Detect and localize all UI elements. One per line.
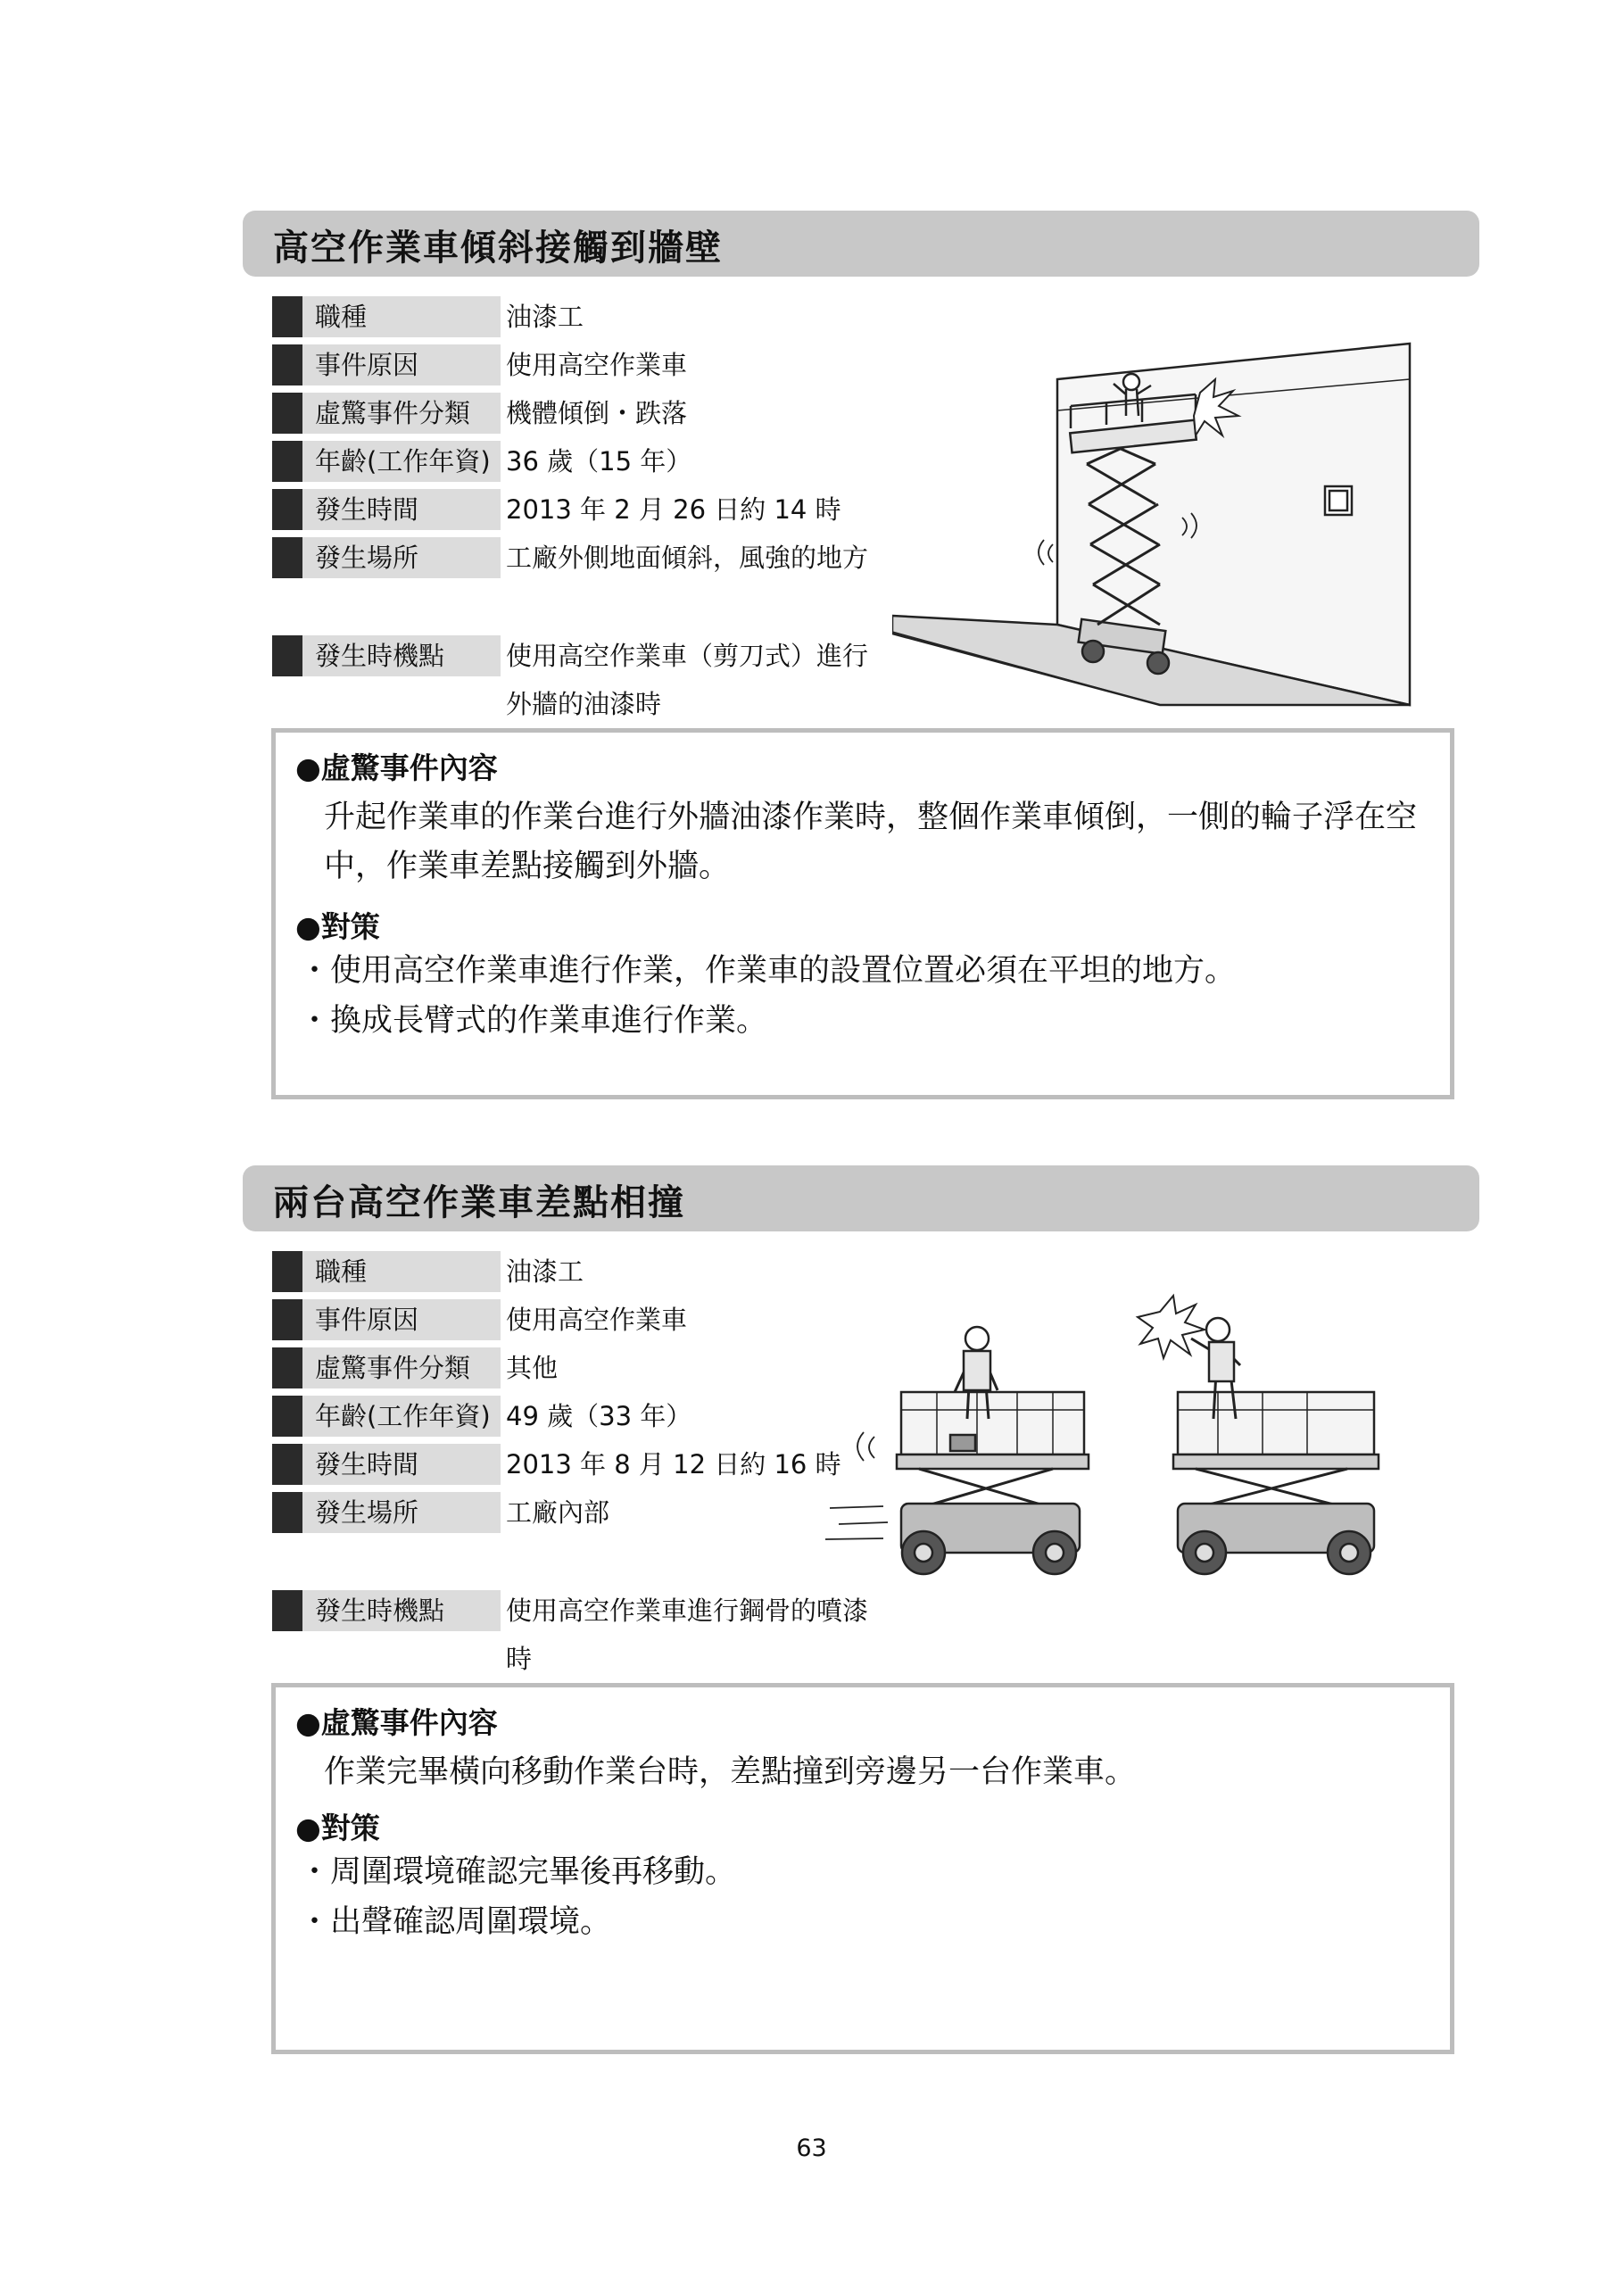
field-label: 虛驚事件分類 (302, 1347, 501, 1388)
case1-content-heading: ●虛驚事件內容 (295, 750, 498, 785)
field-label: 發生時間 (302, 489, 501, 530)
field-marker (272, 344, 302, 385)
field-label: 發生時機點 (302, 635, 501, 676)
field-marker (272, 1444, 302, 1485)
field-marker (272, 489, 302, 530)
field-label: 事件原因 (302, 1299, 501, 1340)
field-marker (272, 441, 302, 482)
field-value: 工廠外側地面傾斜，風強的地方 (506, 543, 869, 573)
case1-title-banner (243, 211, 1479, 277)
scissor-lift-tilting-illustration (892, 330, 1463, 714)
case2-content-heading: ●虛驚事件內容 (295, 1705, 498, 1740)
field-value: 使用高空作業車進行鋼骨的噴漆時 (506, 1596, 869, 1674)
field-value: 使用高空作業車 (506, 350, 688, 380)
field-value: 機體傾倒・跌落 (506, 398, 688, 428)
lifts-near-collision-illustration (821, 1285, 1383, 1606)
field-value: 油漆工 (506, 1256, 584, 1287)
field-label: 發生時間 (302, 1444, 501, 1485)
case2-content-box (271, 1683, 1454, 2054)
case1-measure-item: ・使用高空作業車進行作業，作業車的設置位置必須在平坦的地方。 (299, 953, 1237, 989)
field-label: 年齡(工作年資) (302, 441, 501, 482)
field-marker (272, 537, 302, 578)
field-value: 使用高空作業車 (506, 1305, 688, 1335)
case2-content-text: 作業完畢橫向移動作業台時，差點撞到旁邊另一台作業車。 (324, 1754, 1137, 1790)
case1-title: 高空作業車傾斜接觸到牆壁 (273, 228, 723, 269)
field-marker (272, 1251, 302, 1292)
page-number: 63 (796, 2134, 827, 2162)
case1-content-text: 升起作業車的作業台進行外牆油漆作業時，整個作業車傾倒，一側的輪子浮在空中，作業車差點接觸到外牆。 (324, 800, 1418, 884)
field-marker (272, 635, 302, 676)
field-label: 發生時機點 (302, 1590, 501, 1631)
field-value: 2013 年 8 月 12 日約 16 時 (506, 1449, 841, 1480)
field-label: 年齡(工作年資) (302, 1396, 501, 1437)
field-marker (272, 1590, 302, 1631)
field-value: 49 歲（33 年） (506, 1401, 692, 1431)
field-label: 發生場所 (302, 537, 501, 578)
field-marker (272, 393, 302, 434)
case2-title: 兩台高空作業車差點相撞 (273, 1182, 685, 1223)
field-marker (272, 296, 302, 337)
field-marker (272, 1347, 302, 1388)
field-label: 職種 (302, 1251, 501, 1292)
field-label: 虛驚事件分類 (302, 393, 501, 434)
field-value: 36 歲（15 年） (506, 446, 692, 477)
field-value: 其他 (506, 1353, 559, 1383)
case2-measure-item: ・周圍環境確認完畢後再移動。 (299, 1854, 737, 1890)
case1-measures-heading: ●對策 (295, 909, 380, 944)
field-value: 工廠內部 (506, 1497, 610, 1528)
case2-measure-item: ・出聲確認周圍環境。 (299, 1904, 612, 1940)
field-label: 事件原因 (302, 344, 501, 385)
field-value: 使用高空作業車（剪刀式）進行外牆的油漆時 (506, 641, 869, 719)
field-value: 油漆工 (506, 302, 584, 332)
case2-measures-heading: ●對策 (295, 1811, 380, 1845)
field-marker (272, 1396, 302, 1437)
case1-measure-item: ・換成長臂式的作業車進行作業。 (299, 1003, 768, 1039)
field-marker (272, 1492, 302, 1533)
case2-title-banner (243, 1165, 1479, 1231)
field-marker (272, 1299, 302, 1340)
field-label: 職種 (302, 296, 501, 337)
field-label: 發生場所 (302, 1492, 501, 1533)
field-value: 2013 年 2 月 26 日約 14 時 (506, 494, 841, 525)
case1-content-box (271, 728, 1454, 1099)
